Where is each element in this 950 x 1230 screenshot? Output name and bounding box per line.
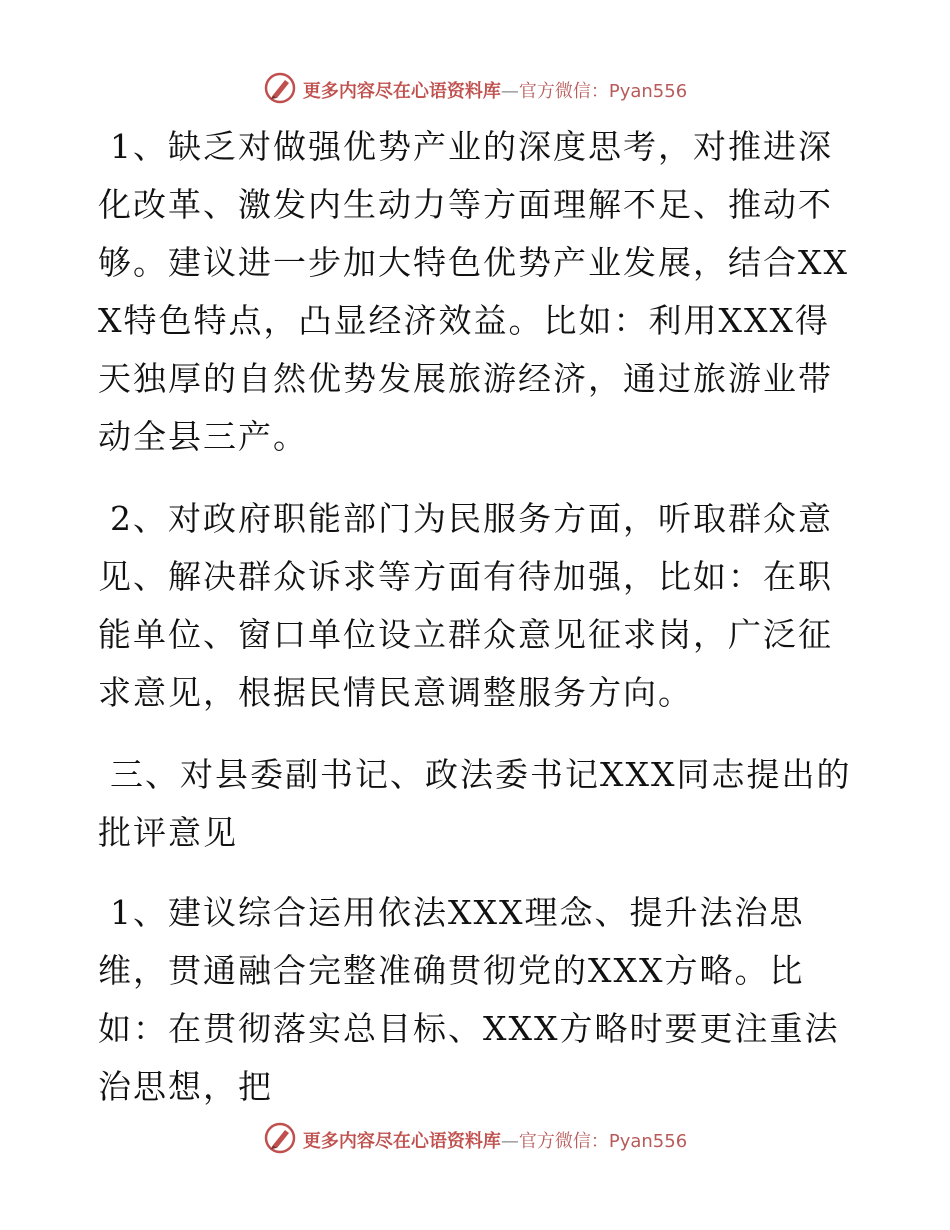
paragraph-2: 2、对政府职能部门为民服务方面，听取群众意见、解决群众诉求等方面有待加强，比如：在职能单位、窗口单位设立群众意见征求岗，广泛征求意见，根据民情民意调整服务方向。 <box>98 499 833 712</box>
footer-banner <box>0 1120 950 1160</box>
banner-wechat-text: 官方微信：Pyan556 <box>518 81 688 102</box>
banner-text <box>303 1127 687 1153</box>
document-body <box>98 118 858 1140</box>
paragraph-3: 1、建议综合运用依法XXX理念、提升法治思维，贯通融合完整准确贯彻党的XXX方略。比如：在贯彻落实总目标、XXX方略时要更注重法治思想，把 <box>98 893 840 1106</box>
banner-separator: — <box>500 1131 519 1152</box>
paragraph-1: 1、缺乏对做强优势产业的深度思考，对推进深化改革、激发内生动力等方面理解不足、推动不够。建议进一步加大特色优势产业发展，结合XXX特色特点，凸显经济效益。比如：利用XXX得天独厚的自然优势发展旅游经济，通过旅游业带动全县三产。 <box>98 127 849 456</box>
section-heading: 三、对县委副书记、政法委书记XXX同志提出的批评意见 <box>98 755 852 852</box>
pen-logo-icon <box>263 1121 297 1159</box>
banner-main-text: 更多内容尽在心语资料库 <box>302 1131 501 1152</box>
banner-wechat-text: 官方微信：Pyan556 <box>518 1131 688 1152</box>
banner-separator: — <box>500 81 519 102</box>
banner-main-text: 更多内容尽在心语资料库 <box>302 81 501 102</box>
banner-text <box>303 77 687 103</box>
header-banner <box>0 70 950 110</box>
pen-logo-icon <box>263 71 297 109</box>
